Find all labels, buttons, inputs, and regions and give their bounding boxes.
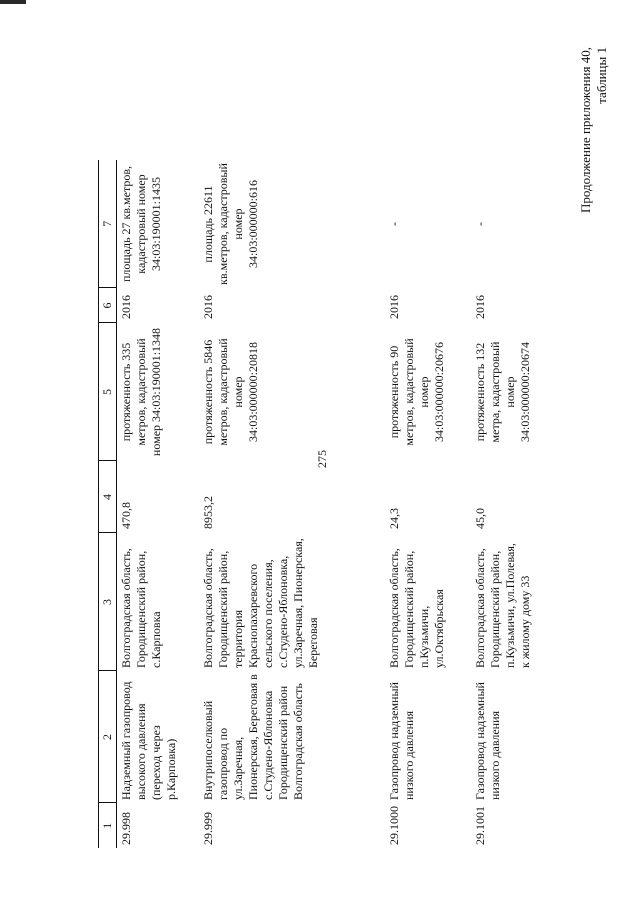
book-value: 470,8 xyxy=(119,502,133,529)
page-number: 275 xyxy=(315,450,329,468)
column-header-4: 4 xyxy=(99,461,117,533)
table-row xyxy=(199,160,385,848)
property-table xyxy=(98,160,557,848)
object-length: протяженность 90 метров, кадастровый номер 34:03:000000:20676 xyxy=(386,338,446,446)
header-row xyxy=(99,160,117,848)
row-number: 29.1000 xyxy=(386,806,401,845)
table-row xyxy=(385,160,471,848)
column-header-1: 1 xyxy=(99,803,117,848)
object-year: 2016 xyxy=(472,295,487,319)
object-name: Внутрипоселковый газопровод по ул.Заречная, Пионерская, Береговая в с.Студено-Яблоновка Городищенский район Волгоградская область xyxy=(200,674,305,800)
land-info: - xyxy=(472,222,487,226)
heading-line-2: таблицы 1 xyxy=(594,47,609,104)
object-location: Волгоградская область, Городищенский район, с.Карповка xyxy=(119,548,163,668)
table-row xyxy=(471,160,557,848)
column-header-5: 5 xyxy=(99,323,117,461)
object-location: Волгоградская область, Городищенский район, п.Кузьмичи, ул.Полевая, к жилому дому 33 xyxy=(472,543,532,668)
land-info: - xyxy=(386,222,401,226)
object-name: Надземный газопровод высокого давления (переход через р.Карповка) xyxy=(119,681,178,800)
object-location: Волгоградская область, Городищенский район, п.Кузьмичи, ул.Октябрьская xyxy=(386,548,446,668)
object-year: 2016 xyxy=(119,295,133,319)
object-year: 2016 xyxy=(386,295,401,319)
book-value: 8953,2 xyxy=(200,496,215,529)
object-name: Газопровод надземный низкого давления xyxy=(472,682,502,800)
table-continuation-heading xyxy=(578,47,610,213)
land-info: площадь 27 кв.метров, кадастровый номер 34:03:190001:1435 xyxy=(119,165,163,283)
object-location: Волгоградская область, Городищенский район, территория Краснопахаревского сельского поселения, с.Студено-Яблоновка, ул.Заречная, Пионерская, Береговая xyxy=(200,538,320,668)
object-length: протяженность 5846 метров, кадастровый номер 34:03:000000:20818 xyxy=(200,338,260,446)
column-header-6: 6 xyxy=(99,288,117,323)
heading-line-1: Продолжение приложения 40, xyxy=(578,47,593,214)
object-name: Газопровод надземный низкого давления xyxy=(386,682,416,800)
column-header-7: 7 xyxy=(99,160,117,288)
object-length: протяженность 335 метров, кадастровый номер 34:03:190001:1348 xyxy=(119,327,163,457)
object-length: протяженность 132 метра, кадастровый номер 34:03:000000:20674 xyxy=(472,341,532,443)
land-info: площадь 22611 кв.метров, кадастровый номер 34:03:000000:616 xyxy=(200,163,260,285)
column-header-2: 2 xyxy=(99,671,117,803)
book-value: 24,3 xyxy=(386,508,401,529)
row-number: 29.998 xyxy=(119,812,133,845)
row-number: 29.1001 xyxy=(472,806,487,845)
row-number: 29.999 xyxy=(200,812,215,845)
book-value: 45,0 xyxy=(472,508,487,529)
table-row xyxy=(117,160,199,848)
column-header-3: 3 xyxy=(99,533,117,671)
object-year: 2016 xyxy=(200,295,215,319)
